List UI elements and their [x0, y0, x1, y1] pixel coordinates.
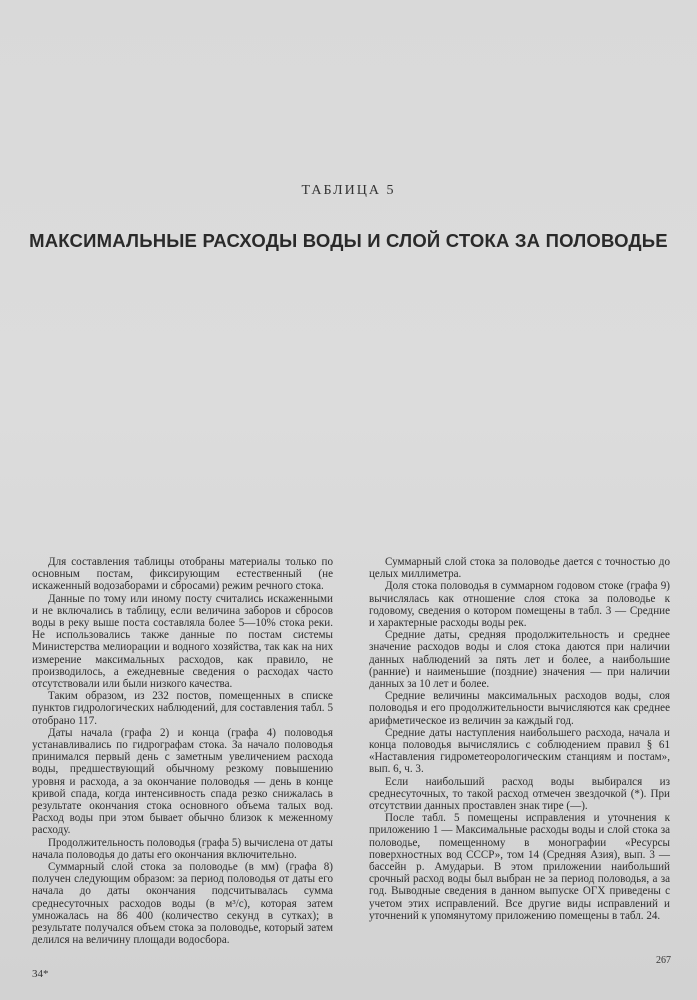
- table-label: ТАБЛИЦА 5: [301, 183, 396, 198]
- paragraph: Суммарный слой стока за половодье дается с точностью до целых миллиметра.: [369, 556, 670, 581]
- page-number-left: 34*: [32, 968, 49, 980]
- paragraph: Даты начала (графа 2) и конца (графа 4) половодья устанавливались по гидрографам стока. За начало половодья принимался первый день с заметным увеличением расхода воды, предшествующий обычному резкому повышению уровня и расхода, а за окончание половодья — день в конце кривой спада, когда интенсивность спада резко снижалась в результате окончания стока основного объема талых вод. Расход воды при этом бывает обычно близок к меженному расходу.: [32, 726, 333, 837]
- page-number-right: 267: [656, 955, 671, 966]
- paragraph: Доля стока половодья в суммарном годовом стоке (графа 9) вычислялась как отношение слоя стока за половодье к годовому, сведения о котором помещены в табл. 3 — Средние и характерные расходы воды рек.: [369, 580, 670, 630]
- paragraph: Данные по тому или иному посту считались искаженными и не включались в таблицу, если величина заборов и сбросов воды в реку выше поста составляла более 5—10% стока реки. Не использовались также данные по постам системы Министерства мелиорации и водного хозяйства, так как на них измерение максимальных расходов, как правило, не производилось, а ежедневные сведения о расходах часто отсутствовали или были низкого качества.: [32, 592, 333, 691]
- paragraph: После табл. 5 помещены исправления и уточнения к приложению 1 — Максимальные расходы воды и слой стока за половодье, помещенному в монографии «Ресурсы поверхностных вод СССР», том 14 (Средняя Азия), вып. 3 — бассейн р. Амударьи. В этом приложении наибольший срочный расход воды был выбран не за период половодья, а за год. Выводные сведения в данном выпуске ОГХ приведены с учетом этих исправлений. Все другие виды исправлений и уточнений к упомянутому приложению помещены в табл. 24.: [369, 812, 670, 922]
- paragraph: Средние даты, средняя продолжительность и среднее значение расходов воды и слоя стока даются при наличии данных наблюдений за пять лет и более, а наибольшие (ранние) и наименьшие (поздние) значения — при наличии данных за 10 лет и более.: [369, 629, 670, 691]
- paragraph: Если наибольший расход воды выбирался из среднесуточных, то такой расход отмечен звездочкой (*). При отсутствии данных проставлен знак тире (—).: [369, 775, 670, 813]
- page-title: МАКСИМАЛЬНЫЕ РАСХОДЫ ВОДЫ И СЛОЙ СТОКА ЗА ПОЛОВОДЬЕ: [29, 230, 668, 251]
- paragraph: Средние даты наступления наибольшего расхода, начала и конца половодья вычислялись с соблюдением правил § 61 «Наставления гидрометеорологическим станциям и постам», вып. 6, ч. 3.: [369, 726, 670, 776]
- paragraph: Суммарный слой стока за половодье (в мм) (графа 8) получен следующим образом: за период половодья от даты его начала до даты окончания подсчитывалась сумма среднесуточных расходов воды (в м³/с), которая затем умножалась на 86 400 (количество секунд в сутках); в результате получался объем стока за половодье, который затем делился на величину площади водосбора.: [32, 861, 333, 947]
- left-text-column: [32, 556, 333, 947]
- paragraph: Продолжительность половодья (графа 5) вычислена от даты начала половодья до даты его окончания включительно.: [32, 836, 333, 861]
- paragraph: Таким образом, из 232 постов, помещенных в списке пунктов гидрологических наблюдений, для составления табл. 5 отобрано 117.: [32, 690, 333, 727]
- right-text-column: [369, 556, 670, 922]
- paragraph: Для составления таблицы отобраны материалы только по основным постам, фиксирующим естественный (не искаженный водозаборами и сбросами) режим речного стока.: [32, 556, 333, 593]
- paragraph: Средние величины максимальных расходов воды, слоя половодья и его продолжительности вычисляются как среднее арифметическое из величин за каждый год.: [369, 690, 670, 727]
